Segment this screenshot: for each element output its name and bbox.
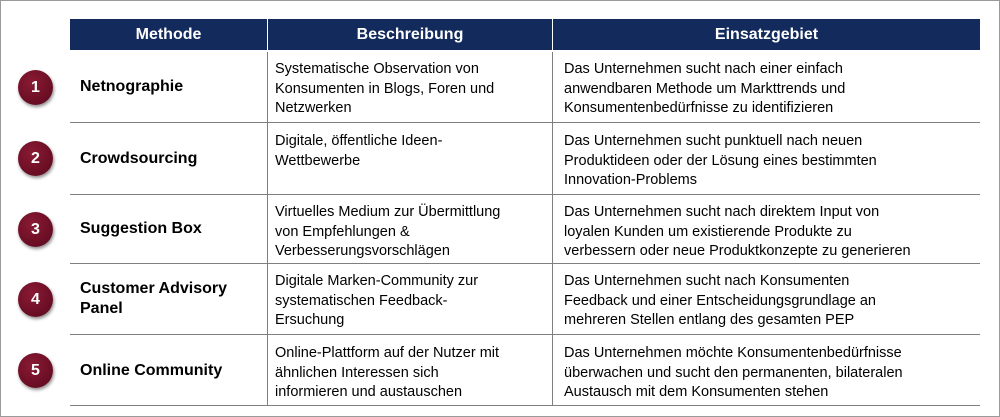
row-divider [70, 334, 980, 335]
method-description: Virtuelles Medium zur Übermittlung von Empfehlungen & Verbesserungsvorschlägen [275, 204, 501, 259]
table-row-1 [70, 52, 980, 122]
method-use-case: Das Unternehmen sucht nach einer einfach anwendbaren Methode um Markttrends und Konsumentenbedürfnisse zu identifizieren [564, 61, 846, 116]
method-description: Online-Plattform auf der Nutzer mit ähnlichen Interessen sich informieren und austauschen [275, 345, 500, 400]
method-name: Online Community [80, 362, 223, 379]
table-row-2 [70, 124, 980, 194]
row-number-badge-1: 1 [18, 70, 53, 105]
table-row-5 [70, 336, 980, 406]
method-description: Digitale, öffentliche Ideen- Wettbewerbe [275, 133, 443, 169]
method-description: Systematische Observation von Konsumenten in Blogs, Foren und Netzwerken [275, 61, 495, 116]
method-use-case: Das Unternehmen möchte Konsumentenbedürfnisse überwachen und sucht den permanenten, bilateralen Austausch mit dem Konsumenten stehen [564, 345, 903, 400]
method-name: Crowdsourcing [80, 150, 198, 167]
header-use-case: Einsatzgebiet [552, 19, 980, 50]
method-description: Digitale Marken-Community zur systematischen Feedback- Ersuchung [275, 273, 479, 328]
table-bottom-border [70, 405, 980, 406]
row-number-badge-5: 5 [18, 353, 53, 388]
method-name: Suggestion Box [80, 219, 202, 237]
method-use-case: Das Unternehmen sucht punktuell nach neuen Produktideen oder der Lösung eines bestimmten Innovation-Problems [564, 133, 877, 188]
row-number-badge-4: 4 [18, 282, 53, 317]
header-description: Beschreibung [267, 19, 552, 50]
method-name: Customer Advisory Panel [80, 280, 227, 317]
row-number-badge-2: 2 [18, 141, 53, 176]
column-separator [552, 52, 553, 406]
row-divider [70, 122, 980, 123]
method-use-case: Das Unternehmen sucht nach Konsumenten Feedback und einer Entscheidungsgrundlage an mehreren Stellen entlang des gesamten PEP [564, 273, 876, 328]
table-row-3 [70, 195, 980, 262]
column-separator [267, 52, 268, 406]
method-use-case: Das Unternehmen sucht nach direktem Input von loyalen Kunden um existierende Produkte zu verbessern oder neue Produktkonzepte zu generieren [564, 204, 911, 259]
table-row-4 [70, 264, 980, 334]
table-header [70, 19, 980, 50]
header-method: Methode [135, 25, 202, 43]
method-name: Netnographie [80, 78, 184, 95]
row-number-badge-3: 3 [18, 212, 53, 247]
